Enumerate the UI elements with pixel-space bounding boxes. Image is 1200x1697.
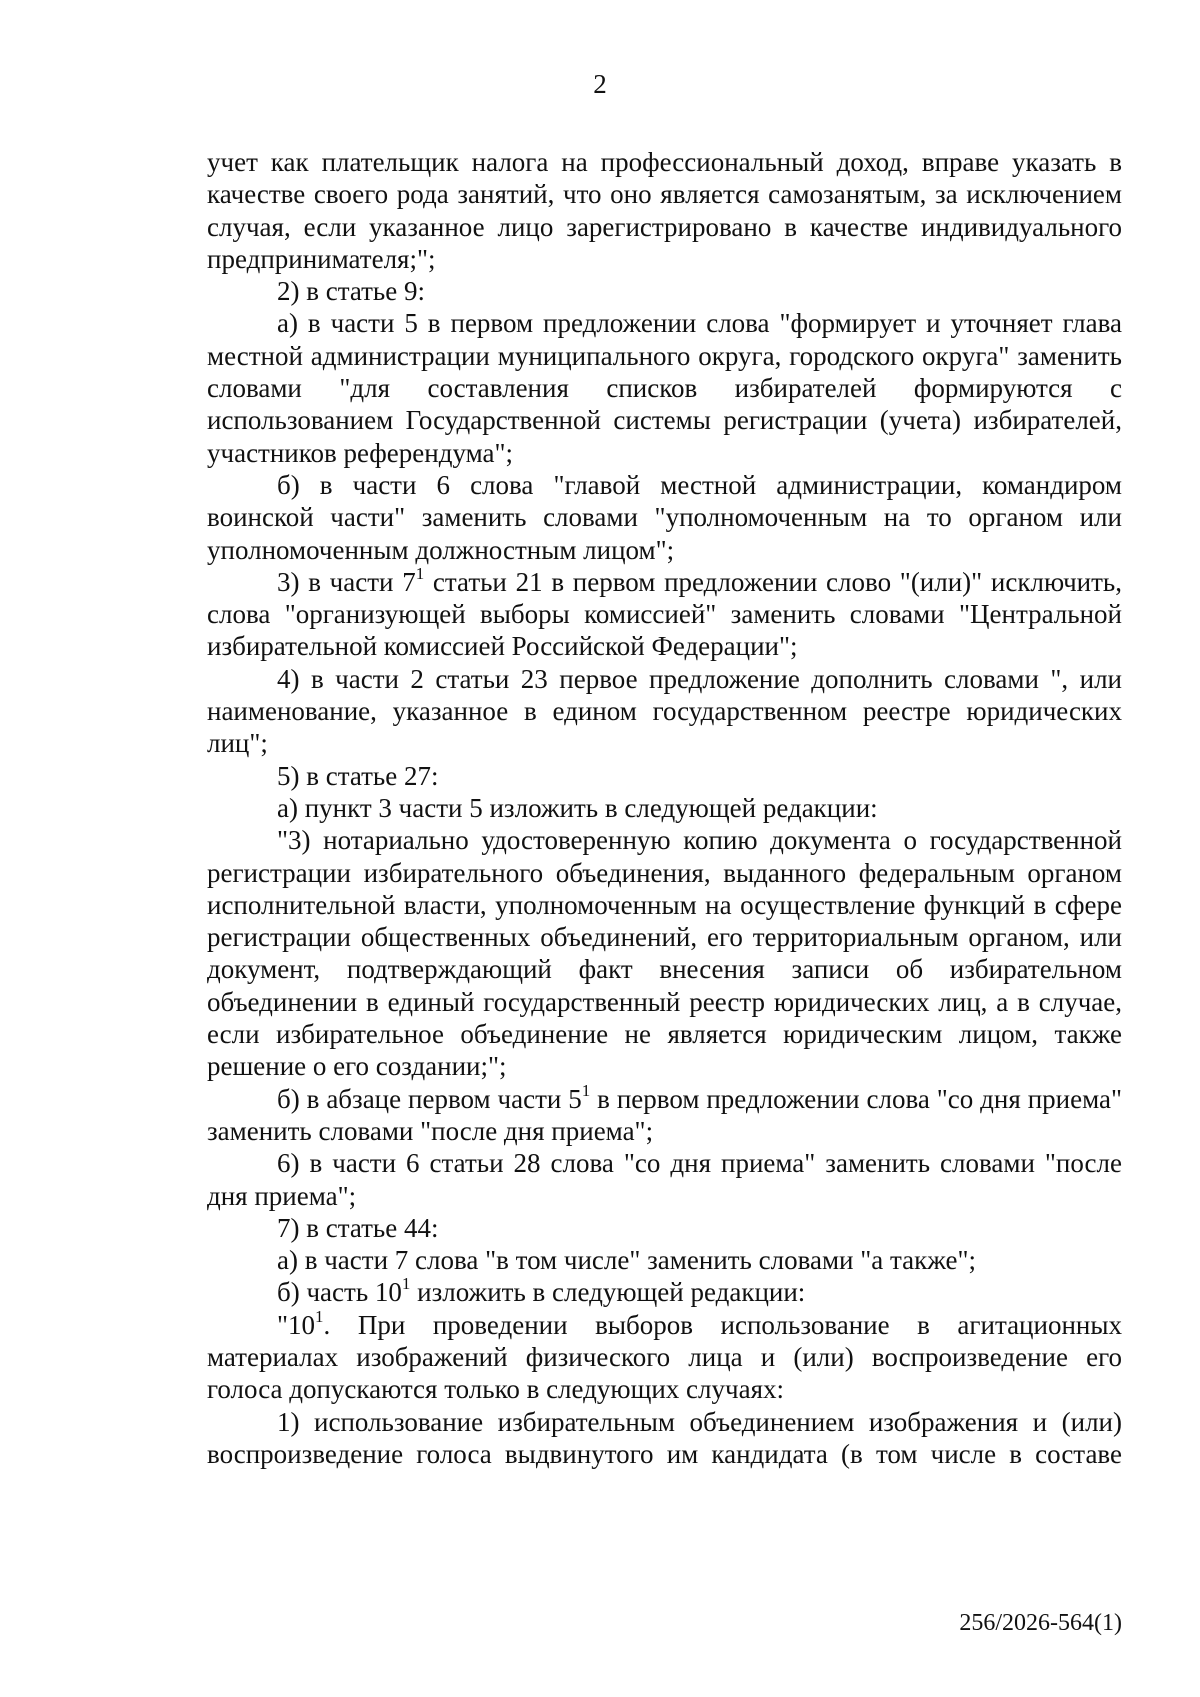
paragraph-text: учет как плательщик налога на профессиональный доход, вправе указать в качестве своего рода занятий, что оно является самозанятым, за исключением случая, если указанное лицо зарегистрировано в качестве индивидуального предпринимателя;"; xyxy=(207,147,1122,274)
paragraph-text: а) в части 5 в первом предложении слова "формирует и уточняет глава местной администрации муниципального округа, городского округа" заменить словами "для составления списков избирателей формируются с использованием Государственной системы регистрации (учета) избирателей, участников референдума"; xyxy=(207,308,1122,468)
paragraph-text: "3) нотариально удостоверенную копию документа о государственной регистрации избирательного объединения, выданного федеральным органом исполнительной власти, уполномоченным на осуществление функций в сфере регистрации общественных объединений, его территориальным органом, или документ, подтверждающий факт внесения записи об избирательном объединении в единый государственный реестр юридических лиц, а в случае, если избирательное объединение не является юридическим лицом, также решение о его создании;"; xyxy=(207,825,1122,1082)
paragraph-text: статьи 21 в первом предложении слово "(или)" исключить, слова "организующей выборы комиссией" заменить словами "Центральной избирательной комиссией Российской Федерации"; xyxy=(207,566,1122,662)
paragraph-text: б) в части 6 слова "главой местной администрации, командиром воинской части" заменить словами "уполномоченным на то органом или уполномоченным должностным лицом"; xyxy=(207,469,1122,565)
paragraph-p9 xyxy=(207,1080,1122,1148)
paragraph-p13 xyxy=(207,1276,1122,1308)
paragraph-text: 4) в части 2 статьи 23 первое предложение дополнить словами ", или наименование, указанное в едином государственном реестре юридических лиц"; xyxy=(207,663,1122,759)
page-number: 2 xyxy=(593,69,607,99)
paragraph-p4 xyxy=(207,563,1122,663)
paragraph-text: 1) использование избирательным объединением изображения и (или) воспроизведение голоса выдвинутого им кандидата (в том числе в составе xyxy=(207,1406,1122,1469)
paragraph-text: 2) в статье 9: xyxy=(277,276,425,307)
paragraph-p12 xyxy=(207,1244,1122,1276)
paragraph-text: б) часть 10 xyxy=(277,1277,402,1308)
document-registration-code: 256/2026-564(1) xyxy=(959,1610,1122,1636)
paragraph-p14 xyxy=(207,1306,1122,1406)
paragraph-p1 xyxy=(207,275,1122,307)
document-body xyxy=(207,146,1122,1470)
paragraph-p7 xyxy=(207,792,1122,824)
paragraph-p8 xyxy=(207,824,1122,1082)
paragraph-text: 5) в статье 27: xyxy=(277,760,439,791)
paragraph-p10 xyxy=(207,1147,1122,1212)
paragraph-p15 xyxy=(207,1406,1122,1471)
paragraph-text: 3) в части 7 xyxy=(277,566,416,597)
superscript-index: 1 xyxy=(401,1274,411,1294)
paragraph-p3 xyxy=(207,469,1122,566)
paragraph-p0 xyxy=(207,146,1122,275)
paragraph-text: 7) в статье 44: xyxy=(277,1212,439,1243)
superscript-index: 1 xyxy=(315,1306,324,1326)
superscript-index: 1 xyxy=(581,1080,591,1100)
paragraph-text: в первом предложении слова "со дня приема" заменить словами "после дня приема"; xyxy=(207,1083,1122,1146)
paragraph-text: а) пункт 3 части 5 изложить в следующей редакции: xyxy=(277,792,878,823)
superscript-index: 1 xyxy=(415,563,425,583)
paragraph-text: а) в части 7 слова "в том числе" заменить словами "а также"; xyxy=(277,1245,977,1276)
paragraph-text: изложить в следующей редакции: xyxy=(410,1277,806,1308)
paragraph-text: 6) в части 6 статьи 28 слова "со дня приема" заменить словами "после дня приема"; xyxy=(207,1148,1122,1211)
paragraph-p5 xyxy=(207,663,1122,760)
paragraph-text: б) в абзаце первом части 5 xyxy=(277,1083,582,1114)
paragraph-p6 xyxy=(207,760,1122,792)
paragraph-p2 xyxy=(207,307,1122,468)
paragraph-text: . При проведении выборов использование в агитационных материалах изображений физического лица и (или) воспроизведение его голоса допускаются только в следующих случаях: xyxy=(207,1309,1122,1405)
paragraph-text: "10 xyxy=(277,1309,316,1340)
paragraph-p11 xyxy=(207,1212,1122,1244)
